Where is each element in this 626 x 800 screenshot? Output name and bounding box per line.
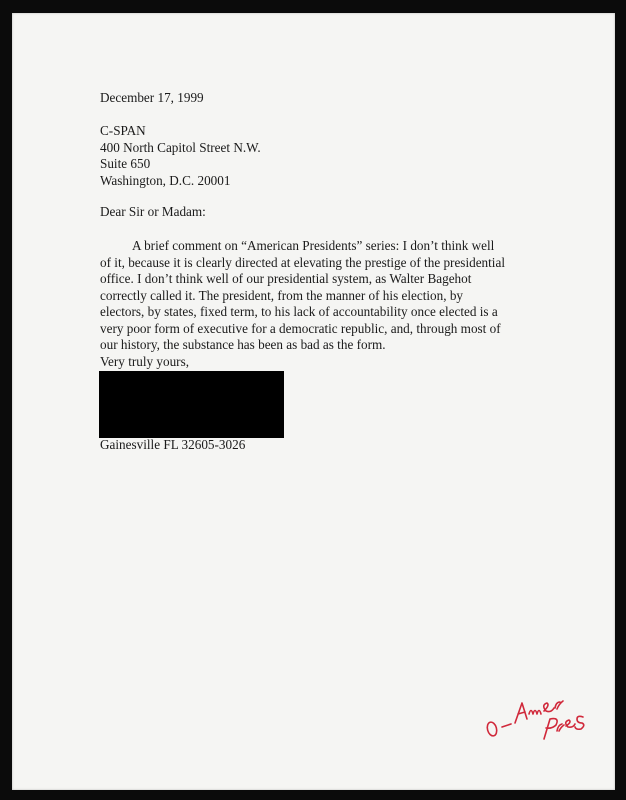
body-line: electors, by states, fixed term, to his lack of accountability once elected is a <box>100 304 498 319</box>
recipient-line: Washington, D.C. 20001 <box>100 172 231 188</box>
letter-date: December 17, 1999 <box>100 90 204 105</box>
recipient-address <box>100 123 261 189</box>
sender-location: Gainesville FL 32605-3026 <box>100 437 246 452</box>
recipient-line: 400 North Capitol Street N.W. <box>100 139 261 155</box>
letter-page <box>12 13 615 790</box>
redaction-block <box>99 371 284 438</box>
body-line: A brief comment on “American Presidents” series: I don’t think well <box>132 238 495 253</box>
body-line: our history, the substance has been as bad as the form. <box>100 337 386 352</box>
handwritten-annotation <box>482 681 592 751</box>
recipient-line: C-SPAN <box>100 123 146 138</box>
salutation: Dear Sir or Madam: <box>100 204 206 219</box>
letter-body <box>100 238 540 354</box>
body-line: of it, because it is clearly directed at elevating the prestige of the presidential <box>100 254 505 270</box>
body-line: correctly called it. The president, from the manner of his election, by <box>100 287 464 303</box>
recipient-line: Suite 650 <box>100 156 151 171</box>
closing: Very truly yours, <box>100 354 190 369</box>
body-line: very poor form of executive for a democratic republic, and, through most of <box>100 320 501 336</box>
body-line: office. I don’t think well of our presidential system, as Walter Bagehot <box>100 271 472 286</box>
